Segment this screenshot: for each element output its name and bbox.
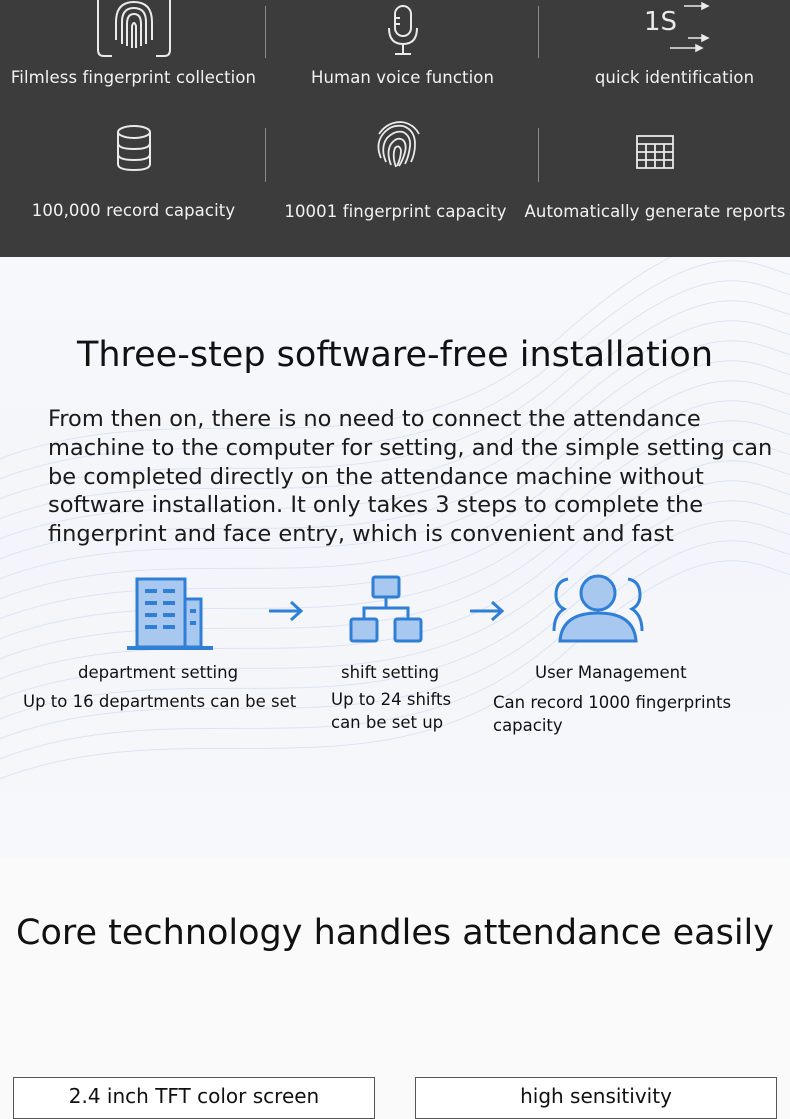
arrow-right-icon xyxy=(267,600,305,622)
step-label-department: department setting xyxy=(78,663,239,682)
user-group-icon xyxy=(552,571,644,643)
tab-label: 2.4 inch TFT color screen xyxy=(68,1084,320,1108)
table-grid-icon xyxy=(635,134,675,170)
microphone-icon xyxy=(386,2,420,58)
install-description: From then on, there is no need to connect the attendance machine to the computer for setting, and the simple setting can be completed directly on the attendance machine without software installation. It only takes 3 steps to complete the fingerprint and face entry, which is convenient and fast xyxy=(48,406,773,548)
feature-label: 10001 fingerprint capacity xyxy=(284,202,507,221)
divider xyxy=(538,6,539,58)
building-icon xyxy=(127,575,213,651)
fingerprint-frame-icon xyxy=(94,0,174,58)
speed-glyph: 1S xyxy=(643,7,677,37)
step-label-shift: shift setting xyxy=(341,663,440,682)
installation-section xyxy=(0,257,790,857)
tab-label: high sensitivity xyxy=(520,1084,672,1108)
step-label-user-management: User Management xyxy=(535,663,687,682)
feature-label: quick identification xyxy=(594,68,755,87)
core-title: Core technology handles attendance easily xyxy=(16,913,774,953)
tab-high-sensitivity xyxy=(415,1077,777,1119)
feature-label: Human voice function xyxy=(310,68,495,87)
step-desc-shift: Up to 24 shifts can be set up xyxy=(331,690,452,732)
step-desc-user-management: Can record 1000 fingerprints capacity xyxy=(493,693,732,735)
divider xyxy=(265,128,266,182)
divider xyxy=(538,128,539,182)
arrow-right-icon xyxy=(468,600,506,622)
install-title: Three-step software-free installation xyxy=(76,335,714,375)
step-desc-department: Up to 16 departments can be set xyxy=(23,692,297,711)
feature-label: 100,000 record capacity xyxy=(31,201,236,220)
speed-1s-icon xyxy=(640,0,710,56)
database-icon xyxy=(114,124,154,174)
feature-band xyxy=(0,0,790,257)
divider xyxy=(265,6,266,58)
feature-label: Filmless fingerprint collection xyxy=(10,68,257,87)
org-chart-icon xyxy=(348,574,424,644)
tab-color-screen xyxy=(13,1077,375,1119)
feature-label: Automatically generate reports xyxy=(524,202,786,221)
fingerprint-icon xyxy=(371,120,421,170)
